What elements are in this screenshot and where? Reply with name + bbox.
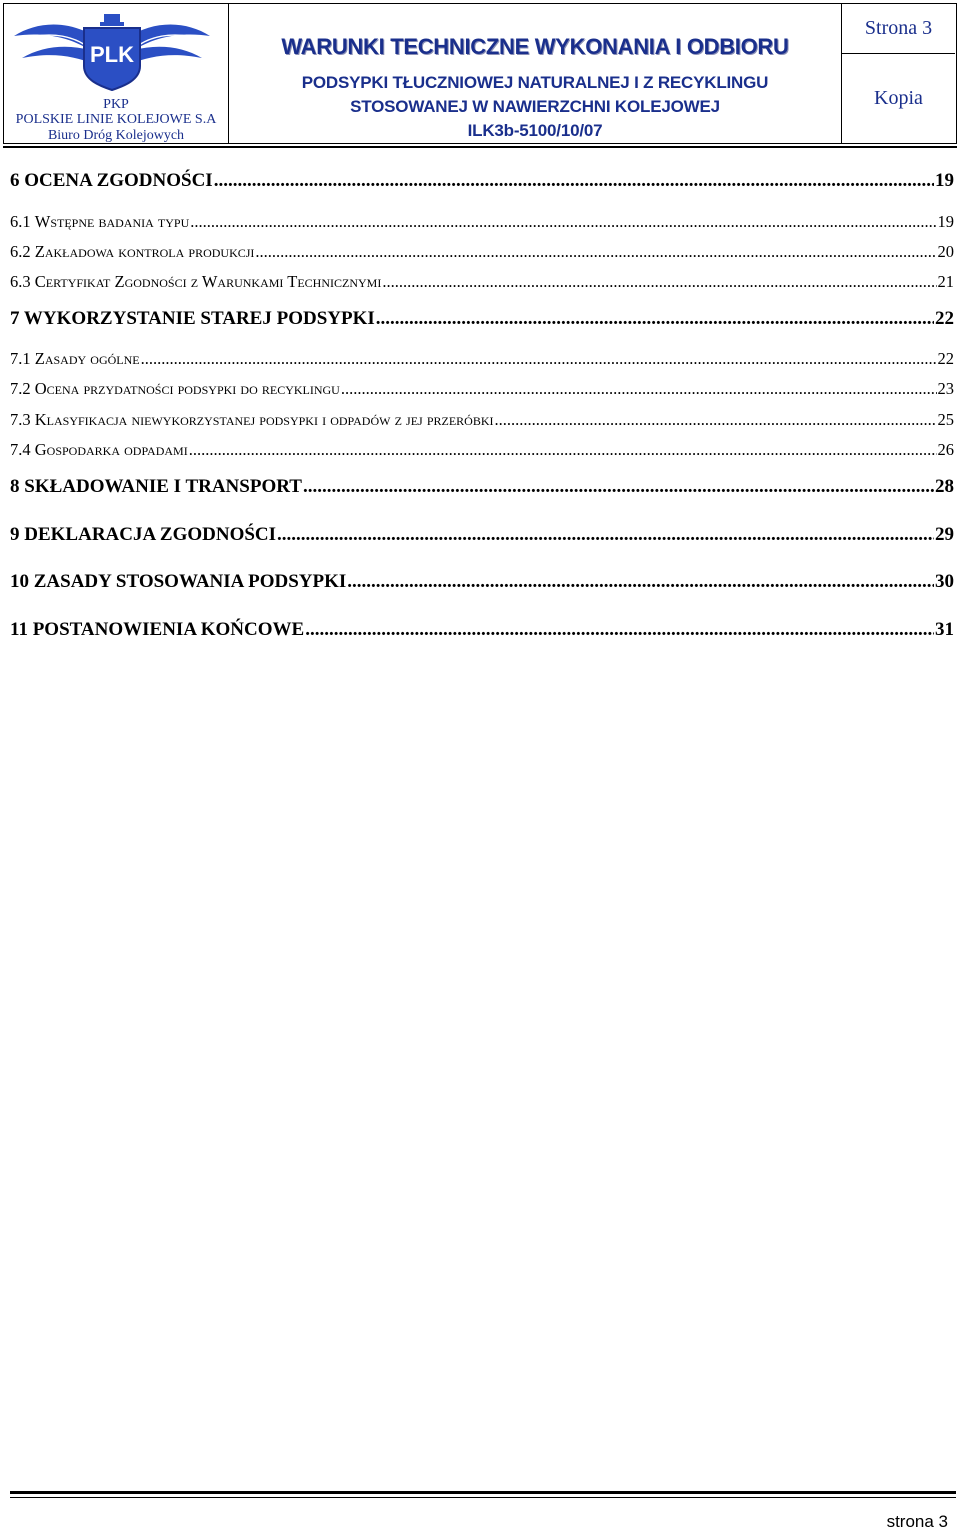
header-page-cell xyxy=(842,4,955,143)
toc-number: 7 xyxy=(10,308,20,329)
toc-entry[interactable] xyxy=(10,440,954,460)
toc-number: 11 xyxy=(10,619,28,640)
toc-page: 29 xyxy=(935,524,954,545)
footer-rule-thick xyxy=(10,1491,956,1494)
toc-leader xyxy=(341,379,937,399)
toc-page: 30 xyxy=(935,571,954,592)
org-acronym: PKP xyxy=(103,97,129,112)
header-title-cell xyxy=(229,4,842,143)
toc-number: 6.3 xyxy=(10,272,31,291)
toc-title: WYKORZYSTANIE STAREJ PODSYPKI xyxy=(23,308,375,329)
toc-leader xyxy=(305,619,934,641)
toc-page: 25 xyxy=(937,410,954,429)
toc-number: 7.1 xyxy=(10,349,31,368)
org-department: Biuro Dróg Kolejowych xyxy=(47,128,185,143)
toc-number: 6.2 xyxy=(10,242,31,261)
toc-leader xyxy=(141,349,937,369)
toc-entry[interactable] xyxy=(10,379,954,399)
plk-logo-icon xyxy=(12,10,212,94)
toc-title: Ocena przydatności podsypki do recyklingu xyxy=(34,379,340,398)
footer-rule-thin xyxy=(10,1497,956,1498)
toc-leader xyxy=(376,308,934,330)
footer-page-number: strona 3 xyxy=(886,1512,948,1531)
copy-label: Kopia xyxy=(874,87,923,109)
toc-entry[interactable] xyxy=(10,272,954,292)
toc-title: Gospodarka odpadami xyxy=(34,440,188,459)
toc-number: 7.3 xyxy=(10,410,31,429)
toc-leader xyxy=(190,212,936,232)
header-page-number: Strona 3 xyxy=(842,4,955,54)
toc-entry[interactable] xyxy=(10,524,954,546)
toc-page: 22 xyxy=(937,349,954,368)
toc-page: 28 xyxy=(935,476,954,497)
toc-leader xyxy=(255,242,936,262)
toc-page: 19 xyxy=(937,212,954,231)
document-title: WARUNKI TECHNICZNE WYKONANIA I ODBIORU xyxy=(281,34,789,59)
toc-leader xyxy=(382,272,936,292)
toc-title: Klasyfikacja niewykorzystanej podsypki i odpadów z jej przeróbki xyxy=(34,410,494,429)
toc-page: 22 xyxy=(935,308,954,329)
toc-number: 8 xyxy=(10,476,20,497)
document-subtitle-1: PODSYPKI TŁUCZNIOWEJ NATURALNEJ I Z RECYKLINGU xyxy=(301,73,769,92)
toc-page: 23 xyxy=(937,379,954,398)
toc-number: 7.2 xyxy=(10,379,31,398)
org-name: POLSKIE LINIE KOLEJOWE S.A xyxy=(15,112,217,127)
toc-leader xyxy=(303,476,934,498)
toc-entry[interactable] xyxy=(10,308,954,330)
toc-page: 21 xyxy=(937,272,954,291)
toc-leader xyxy=(495,410,937,430)
toc-leader xyxy=(347,571,934,593)
toc-title: Certyfikat Zgodności z Warunkami Technicznymi xyxy=(34,272,382,291)
header-logo-cell xyxy=(4,4,229,143)
toc-title: Wstępne badania typu xyxy=(34,212,190,231)
toc-title: SKŁADOWANIE I TRANSPORT xyxy=(24,476,302,497)
toc-number: 7.4 xyxy=(10,440,31,459)
toc-entry[interactable] xyxy=(10,410,954,430)
toc-entry[interactable] xyxy=(10,170,954,192)
toc-title: ZASADY STOSOWANIA PODSYPKI xyxy=(33,571,347,592)
toc-entry[interactable] xyxy=(10,619,954,641)
toc-leader xyxy=(277,524,934,546)
toc-title: Zasady ogólne xyxy=(34,349,140,368)
toc-number: 6 xyxy=(10,170,20,191)
toc-title: OCENA ZGODNOŚCI xyxy=(24,170,213,191)
toc-number: 10 xyxy=(10,571,29,592)
toc-title: DEKLARACJA ZGODNOŚCI xyxy=(24,524,277,545)
toc-entry[interactable] xyxy=(10,212,954,232)
toc-entry[interactable] xyxy=(10,571,954,593)
toc-leader xyxy=(214,170,934,192)
toc-title: POSTANOWIENIA KOŃCOWE xyxy=(32,619,305,640)
toc-page: 20 xyxy=(937,242,954,261)
toc-entry[interactable] xyxy=(10,242,954,262)
header-divider xyxy=(3,146,957,148)
toc-number: 6.1 xyxy=(10,212,31,231)
toc-page: 26 xyxy=(937,440,954,459)
logo-text: PLK xyxy=(90,42,134,67)
document-subtitle-2: STOSOWANEJ W NAWIERZCHNI KOLEJOWEJ xyxy=(350,97,720,116)
document-code: ILK3b-5100/10/07 xyxy=(467,121,603,140)
toc-page: 19 xyxy=(935,170,954,191)
toc-number: 9 xyxy=(10,524,20,545)
toc-page: 31 xyxy=(935,619,954,640)
toc-entry[interactable] xyxy=(10,349,954,369)
document-header xyxy=(3,3,957,144)
toc-title: Zakładowa kontrola produkcji xyxy=(34,242,255,261)
toc-entry[interactable] xyxy=(10,476,954,498)
toc-leader xyxy=(189,440,937,460)
